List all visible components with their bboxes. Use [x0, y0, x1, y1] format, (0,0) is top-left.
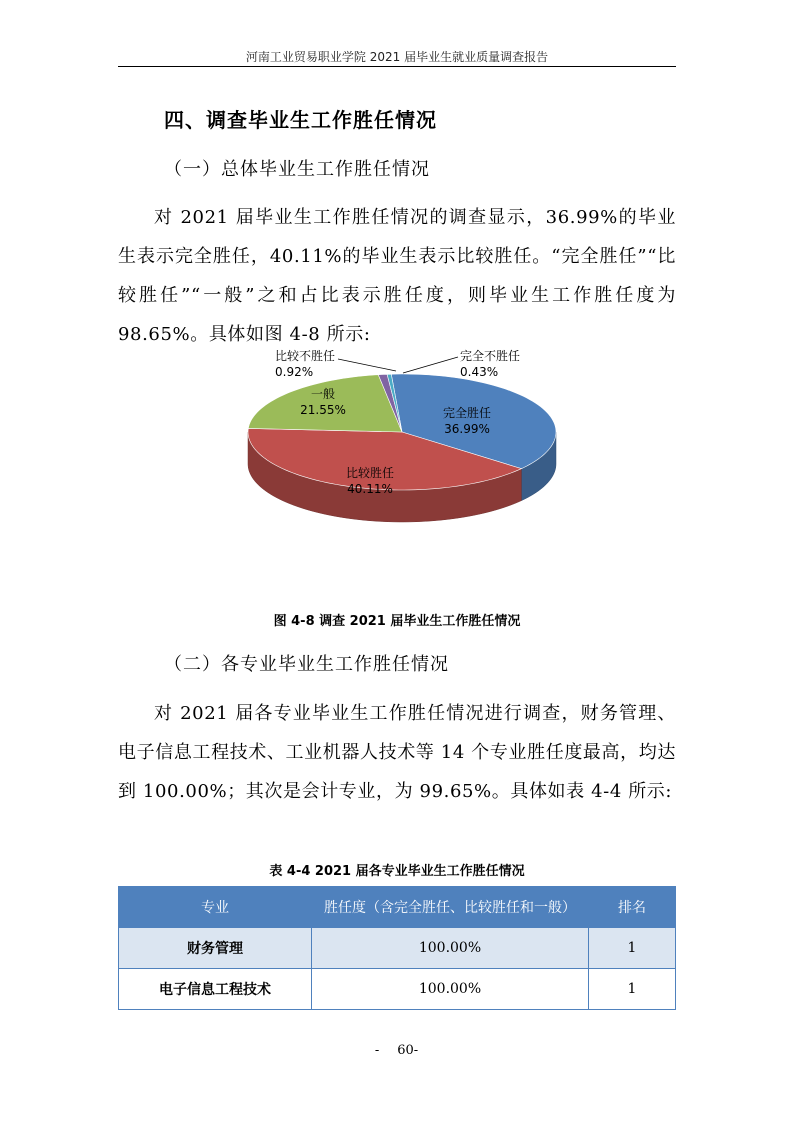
- running-header: 河南工业贸易职业学院 2021 届毕业生就业质量调查报告: [245, 50, 549, 64]
- table-row: [119, 969, 676, 1010]
- paragraph-overall: 对 2021 届毕业生工作胜任情况的调查显示，36.99%的毕业生表示完全胜任，40.11%的毕业生表示比较胜任。“完全胜任”“比较胜任”“一般”之和占比表示胜任度，则毕业生工作胜任度为 98.65%。具体如图 4-8 所示:: [118, 207, 676, 345]
- col-header-rank: 排名: [589, 887, 676, 928]
- leader-lines: [338, 357, 458, 373]
- page-footer: [0, 1043, 793, 1058]
- cell-rank: 1: [589, 928, 676, 969]
- col-header-major: 专业: [119, 887, 312, 928]
- slice-value-label: 40.11%: [347, 482, 393, 496]
- header-rule: [118, 66, 676, 67]
- slice-category-label: 一般: [310, 387, 336, 401]
- cell-major: 财务管理: [119, 928, 312, 969]
- slice-value-label: 0.43%: [460, 365, 499, 379]
- cell-competency: 100.00%: [312, 969, 589, 1010]
- page-number: 60-: [397, 1043, 419, 1058]
- slice-label-3: [275, 348, 335, 379]
- footer-dash: -: [374, 1043, 380, 1058]
- slice-category-label: 完全胜任: [442, 406, 492, 420]
- figure-caption: 图 4-8 调查 2021 届毕业生工作胜任情况: [273, 614, 521, 629]
- leader-line-4: [403, 357, 458, 373]
- slice-value-label: 36.99%: [444, 422, 490, 436]
- table-caption: 表 4-4 2021 届各专业毕业生工作胜任情况: [269, 864, 525, 879]
- cell-rank: 1: [589, 969, 676, 1010]
- slice-category-label: 完全不胜任: [460, 349, 521, 363]
- slice-category-label: 比较不胜任: [275, 349, 336, 363]
- pie-slices: [248, 374, 556, 490]
- leader-line-3: [338, 359, 396, 371]
- col-header-competency: 胜任度（含完全胜任、比较胜任和一般）: [312, 887, 589, 928]
- pie-chart: [230, 345, 570, 585]
- section-heading: 四、调查毕业生工作胜任情况: [164, 108, 437, 132]
- slice-value-label: 21.55%: [300, 403, 346, 417]
- subsection-heading-major: （二）各专业毕业生工作胜任情况: [164, 654, 449, 675]
- competency-table: [118, 886, 676, 1010]
- slice-label-4: [460, 348, 520, 379]
- paragraph-major: 对 2021 届各专业毕业生工作胜任情况进行调查，财务管理、电子信息工程技术、工业机器人技术等 14 个专业胜任度最高，均达到 100.00%；其次是会计专业，为 99.65%。具体如表 4-4 所示:: [118, 703, 676, 802]
- slice-category-label: 比较胜任: [345, 466, 395, 480]
- slice-value-label: 0.92%: [275, 365, 314, 379]
- table-row: [119, 928, 676, 969]
- subsection-heading-overall: （一）总体毕业生工作胜任情况: [164, 159, 430, 180]
- table-header-row: [119, 887, 676, 928]
- cell-major: 电子信息工程技术: [119, 969, 312, 1010]
- cell-competency: 100.00%: [312, 928, 589, 969]
